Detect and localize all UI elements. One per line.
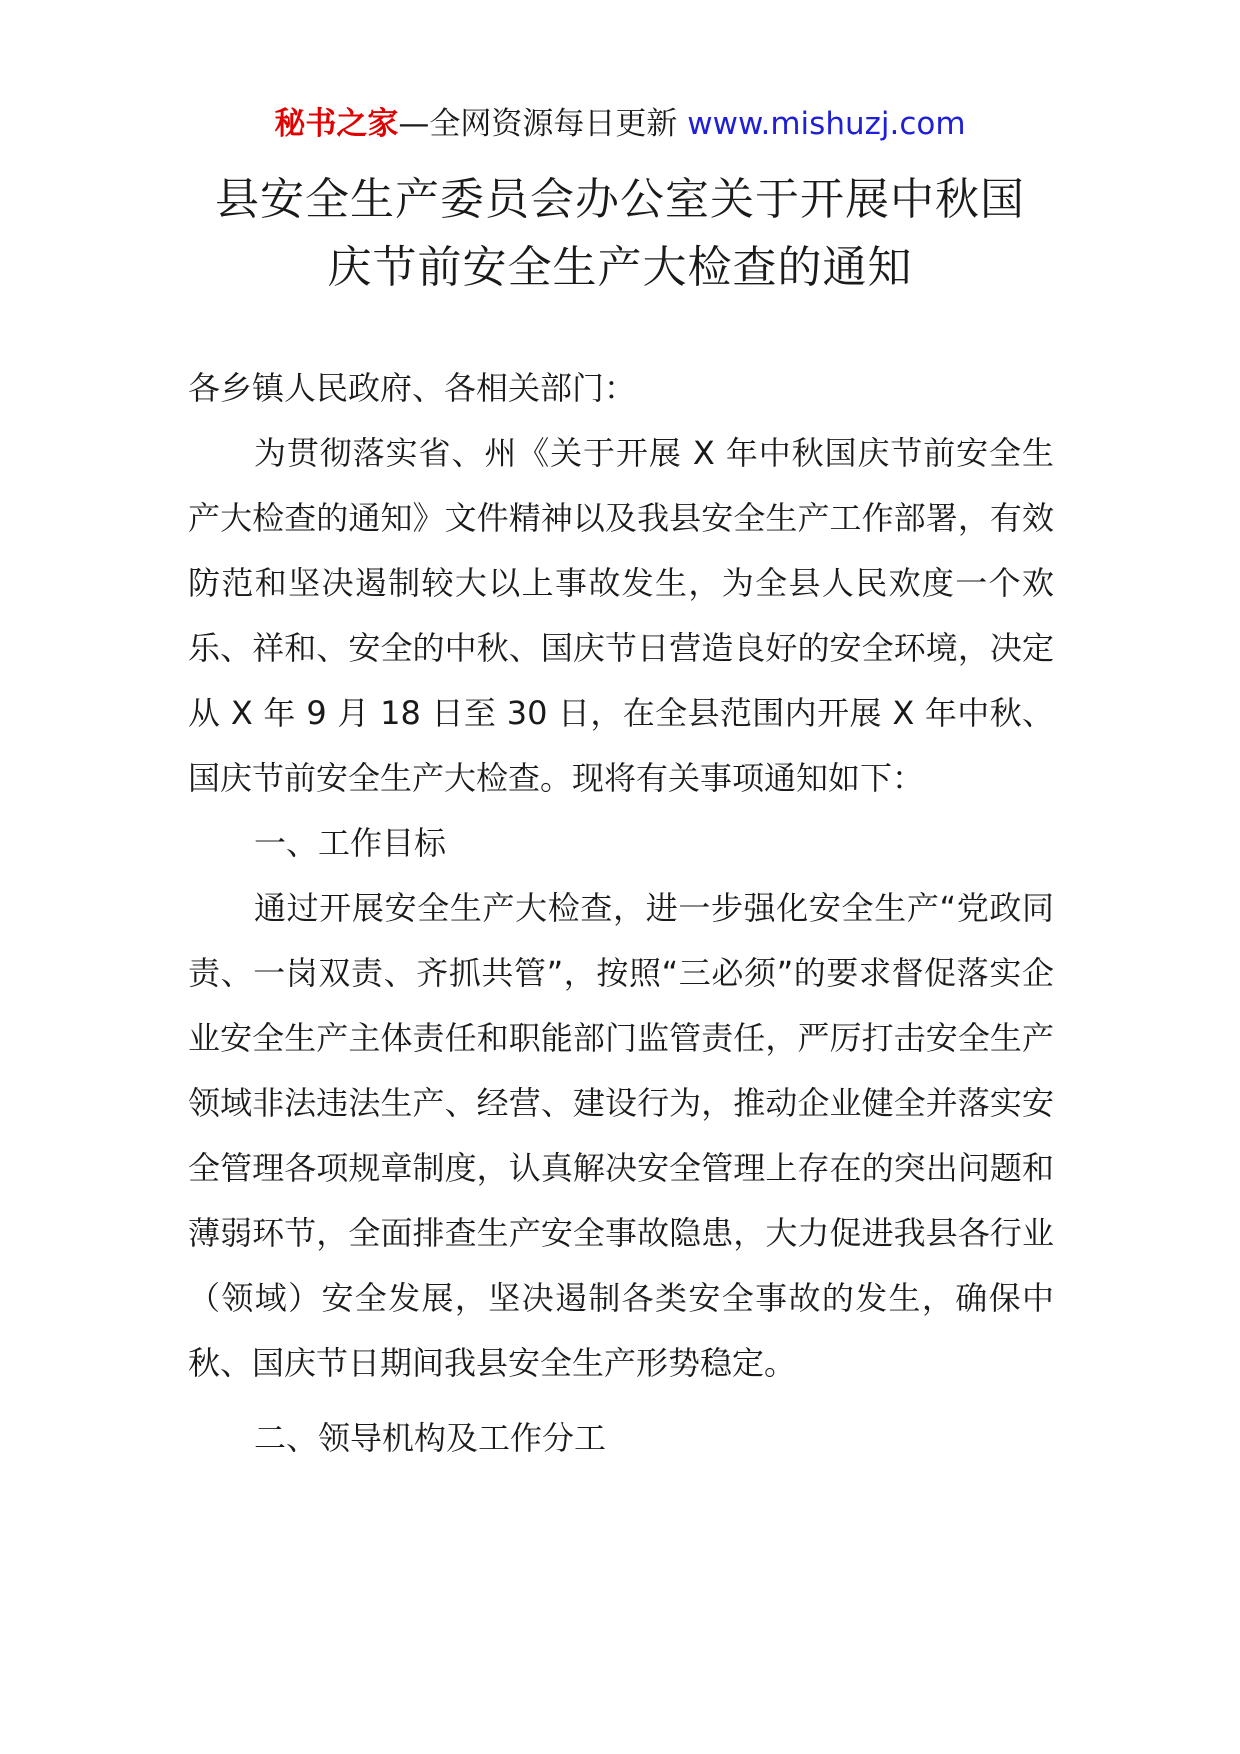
salutation: 各乡镇人民政府、各相关部门： <box>188 369 637 407</box>
paragraph-intro: 为贯彻落实省、州《关于开展 X 年中秋国庆节前安全生产大检查的通知》文件精神以及我县安全生产工作部署，有效防范和坚决遏制较大以上事故发生，为全县人民欢度一个欢乐、祥和、安全的中秋、国庆节日营造良好的安全环境，决定从 X 年 9 月 18 日至 30 日，在全县范围内开展 X 年中秋、国庆节前安全生产大检查。现将有关事项通知如下： <box>188 434 1054 797</box>
site-url-link[interactable]: www.mishuzj.com <box>687 106 966 142</box>
site-header <box>0 104 1240 144</box>
document-title <box>150 166 1090 302</box>
section-heading-1: 一、工作目标 <box>254 824 447 862</box>
section-heading-2: 二、领导机构及工作分工 <box>254 1419 607 1457</box>
header-tagline: —全网资源每日更新 <box>398 106 688 142</box>
paragraph-goals: 通过开展安全生产大检查，进一步强化安全生产“党政同责、一岗双责、齐抓共管”，按照“三必须”的要求督促落实企业安全生产主体责任和职能部门监管责任，严厉打击安全生产领域非法违法生产、经营、建设行为，推动企业健全并落实安全管理各项规章制度，认真解决安全管理上存在的突出问题和薄弱环节，全面排查生产安全事故隐患，大力促进我县各行业（领域）安全发展，坚决遏制各类安全事故的发生，确保中秋、国庆节日期间我县安全生产形势稳定。 <box>188 889 1054 1382</box>
title-line-2: 庆节前安全生产大检查的通知 <box>327 242 913 293</box>
brand-name: 秘书之家 <box>274 106 399 142</box>
title-line-1: 县安全生产委员会办公室关于开展中秋国 <box>215 174 1025 225</box>
document-body <box>188 356 1054 1471</box>
